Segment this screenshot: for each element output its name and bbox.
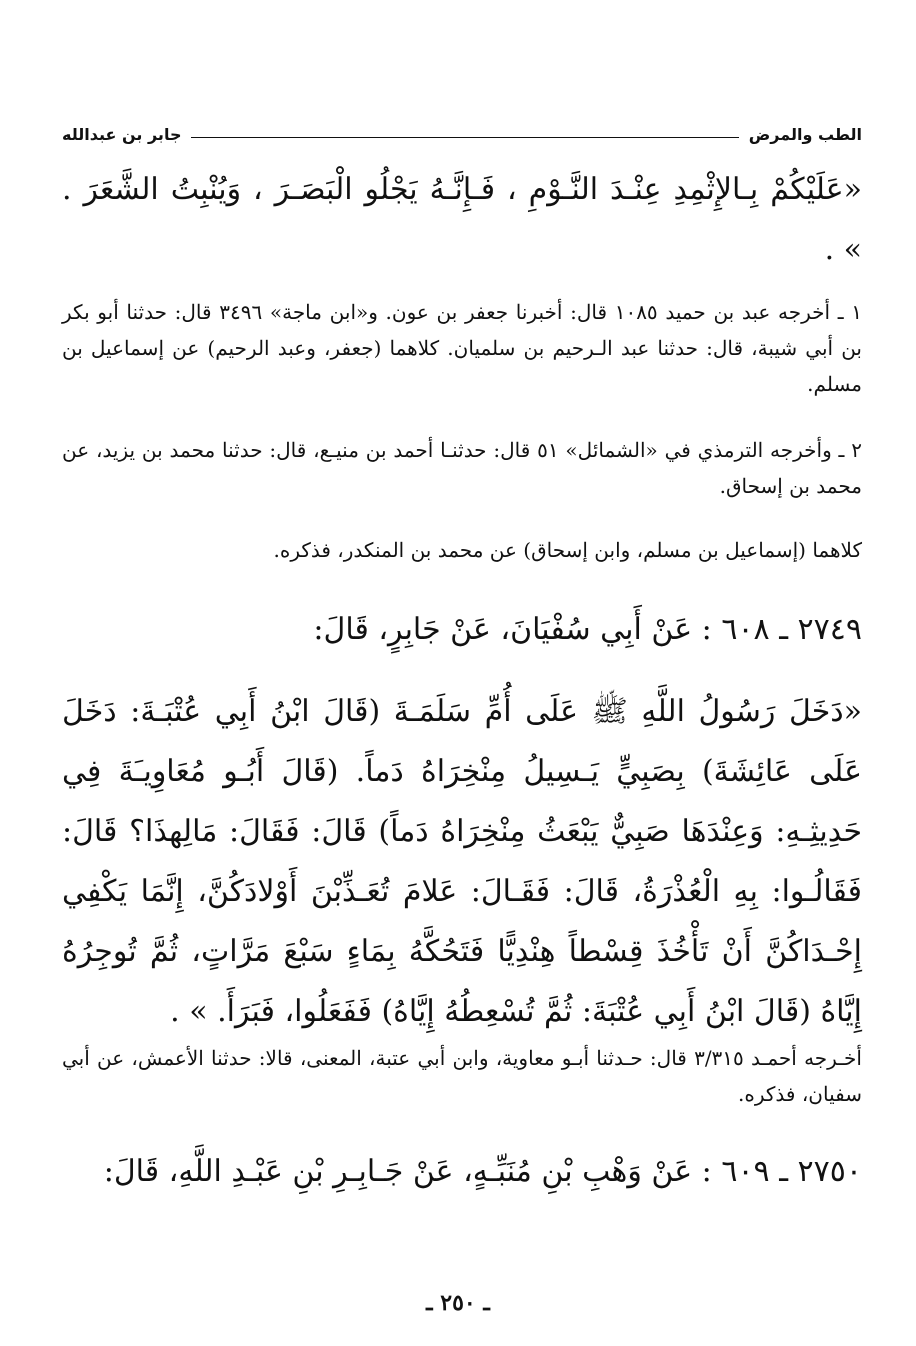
- header-chapter-title: جابر بن عبدالله: [62, 125, 182, 144]
- hadith-2750-chain: ٢٧٥٠ ـ ٦٠٩ : عَنْ وَهْبِ بْنِ مُنَبِّـهٍ، عَنْ جَـابِـرِ بْنِ عَبْـدِ اللَّهِ، قَالَ:: [103, 1154, 862, 1189]
- takhrij-note-1: ١ ـ أخرجه عبد بن حميد ١٠٨٥ قال: أخبرنا جعفر بن عون. و«ابن ماجة» ٣٤٩٦ قال: حدثنا أبو بكر بن أبي شيبة، قال: حدثنا عبد الـرحيم بن سلميان. كلاهما (جعفر، وعبد الرحيم) عن إسماعيل بن مسلم.: [62, 300, 863, 396]
- page-number: ـ ٢٥٠ ـ: [426, 1290, 490, 1316]
- hadith-text-continued: «عَلَيْكُمْ بِـالإِثْمِدِ عِنْـدَ النَّـوْمِ ، فَـإِنَّـهُ يَجْلُو الْبَصَـرَ ، وَيُنْبِتُ الشَّعَرَ . » .: [62, 172, 862, 267]
- header-rule: [191, 137, 738, 138]
- takhrij-note-3: كلاهما (إسماعيل بن مسلم، وابن إسحاق) عن محمد بن المنكدر، فذكره.: [273, 538, 862, 562]
- hadith-2749-text: «دَخَلَ رَسُولُ اللَّهِ ﷺ عَلَى أُمِّ سَلَمَـةَ (قَالَ ابْنُ أَبِي عُتْبَـةَ: دَخَلَ عَلَى عَائِشَةَ) بِصَبِيٍّ يَـسِيلُ مِنْخِرَاهُ دَماً. (قَالَ أَبُـو مُعَاوِيـَةَ فِي حَدِيثِـهِ: وَعِنْدَهَا صَبِيٌّ يَبْعَثُ مِنْخِرَاهُ دَماً) قَالَ: فَقَالَ: مَالِهذَا؟ قَالَ: فَقَالُـوا: بِهِ الْعُذْرَةُ، قَالَ: فَقَـالَ: عَلامَ تُعَـذِّبْنَ أَوْلادَكُنَّ، إِنَّمَا يَكْفِي إِحْـدَاكُنَّ أَنْ تَأْخُذَ قِسْطاً هِنْدِيًّا فَتَحُكَّهُ بِمَاءٍ سَبْعَ مَرَّاتٍ، ثُمَّ تُوجِرُهُ إِيَّاهُ (قَالَ ابْنُ أَبِي عُتْبَةَ: ثُمَّ تُسْعِطُهُ إِيَّاهُ) فَفَعَلُوا، فَبَرَأَ. » .: [62, 694, 862, 1029]
- hadith-2749-chain: ٢٧٤٩ ـ ٦٠٨ : عَنْ أَبِي سُفْيَانَ، عَنْ جَابِرٍ، قَالَ:: [313, 612, 862, 647]
- takhrij-note-2: ٢ ـ وأخرجه الترمذي في «الشمائل» ٥١ قال: حدثنـا أحمد بن منيـع، قال: حدثنا محمد بن يزيد، عن محمد بن إسحاق.: [62, 438, 862, 498]
- running-header: [62, 118, 862, 144]
- header-section-title: الطب والمرض: [748, 125, 862, 144]
- hadith-2749-takhrij: أخـرجه أحمـد ٣/٣١٥ قال: حـدثنا أبـو معاوية، وابن أبي عتبة، المعنى، قالا: حدثنا الأعمش، عن أبي سفيان، فذكره.: [62, 1046, 862, 1106]
